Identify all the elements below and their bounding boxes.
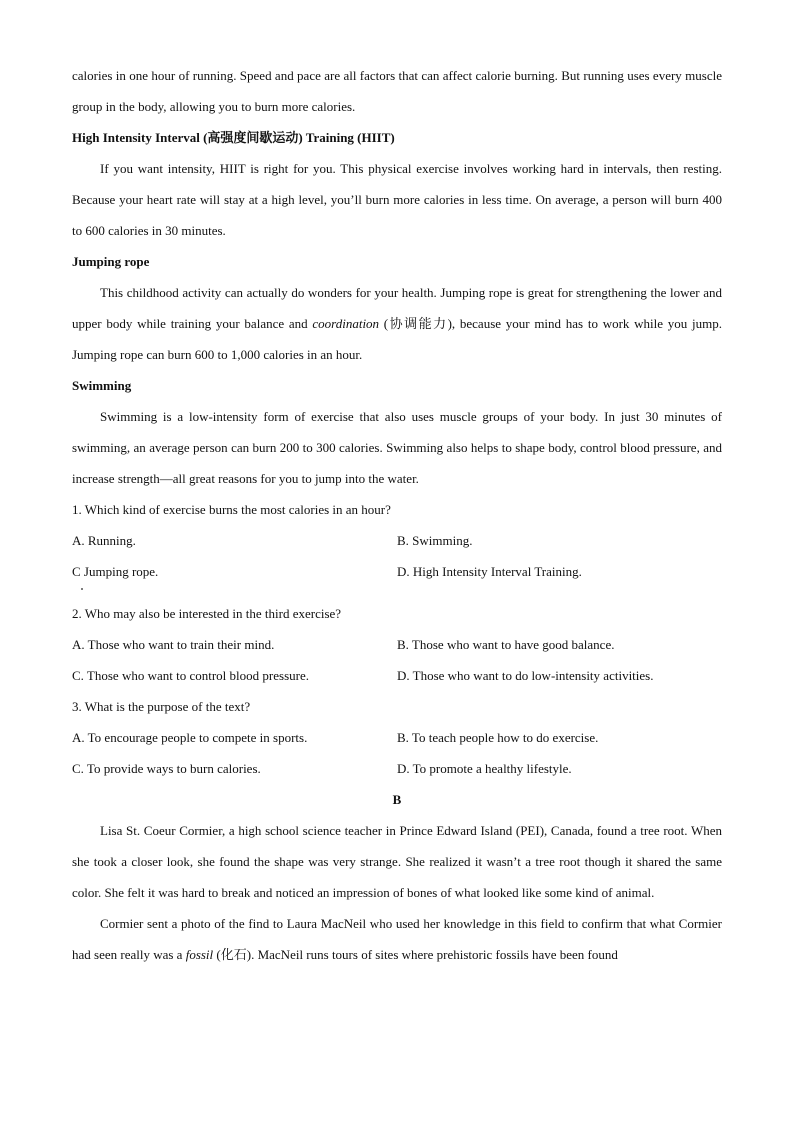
document-page (72, 60, 722, 970)
p2-text-before: Cormier sent a photo of the find to Laura MacNeil who used her knowledge in this field to confirm that what Cormier had seen really was a (72, 916, 722, 962)
question-3-option-b: B. To teach people how to do exercise. (397, 730, 599, 745)
swimming-paragraph: Swimming is a low-intensity form of exercise that also uses muscle groups of your body. In just 30 minutes of swimming, an average person can burn 200 to 300 calories. Swimming also helps to shape body, control blood pressure, and increase strength—all great reasons for you to jump into the water. (72, 409, 722, 486)
question-2-option-d: D. Those who want to do low-intensity activities. (397, 668, 654, 683)
jumping-rope-paragraph (72, 277, 722, 370)
question-2-options-row-2 (72, 660, 722, 691)
jumping-text-before: This childhood activity can actually do wonders for your health. Jumping rope is great for strengthening the lower and upper body while training your balance and (72, 285, 722, 331)
question-2-option-b: B. Those who want to have good balance. (397, 637, 615, 652)
hiit-heading: High Intensity Interval (高强度间歇运动) Training (HIIT) (72, 130, 395, 145)
question-2-options-row-1 (72, 629, 722, 660)
question-3-option-c: C. To provide ways to burn calories. (72, 761, 261, 776)
stray-dot-mark (81, 588, 83, 590)
question-1-option-a: A. Running. (72, 533, 136, 548)
fossil-term: fossil (185, 947, 214, 962)
jumping-rope-heading: Jumping rope (72, 254, 150, 269)
question-3-options-row-2 (72, 753, 722, 784)
question-1-option-c: C Jumping rope. (72, 564, 159, 579)
coordination-term: coordination (312, 316, 380, 331)
p2-text-after: (化石). MacNeil runs tours of sites where prehistoric fossils have been found (213, 947, 618, 962)
swimming-heading: Swimming (72, 378, 132, 393)
question-3-option-d: D. To promote a healthy lifestyle. (397, 761, 572, 776)
question-2-option-a: A. Those who want to train their mind. (72, 637, 275, 652)
hiit-paragraph: If you want intensity, HIIT is right for you. This physical exercise involves working hard in intervals, then resting. Because your heart rate will stay at a high level, you’ll burn more calories in less time. On average, a person will burn 400 to 600 calories in 30 minutes. (72, 161, 722, 238)
question-3-options-row-1 (72, 722, 722, 753)
question-3-stem: 3. What is the purpose of the text? (72, 699, 251, 714)
section-b-label: B (392, 792, 402, 807)
question-3-option-a: A. To encourage people to compete in sports. (72, 730, 308, 745)
question-1-option-d: D. High Intensity Interval Training. (397, 564, 582, 579)
question-1-options-row-2 (72, 556, 722, 587)
running-paragraph-end: calories in one hour of running. Speed and pace are all factors that can affect calorie burning. But running uses every muscle group in the body, allowing you to burn more calories. (72, 68, 722, 114)
question-2-stem: 2. Who may also be interested in the third exercise? (72, 606, 342, 621)
question-1-stem: 1. Which kind of exercise burns the most calories in an hour? (72, 502, 391, 517)
question-1-options-row-1 (72, 525, 722, 556)
jumping-text-after: (协调能力), because your mind has to work while you jump. Jumping rope can burn 600 to 1,000 calories in an hour. (72, 316, 722, 362)
question-2-option-c: C. Those who want to control blood pressure. (72, 668, 309, 683)
question-1-option-b: B. Swimming. (397, 533, 473, 548)
passage-b-paragraph-1: Lisa St. Coeur Cormier, a high school science teacher in Prince Edward Island (PEI), Canada, found a tree root. When she took a closer look, she found the shape was very strange. She realized it wasn’t a tree root though it shared the same color. She felt it was hard to break and noticed an impression of bones of what looked like some kind of animal. (72, 823, 722, 900)
passage-b-paragraph-2 (72, 908, 722, 970)
